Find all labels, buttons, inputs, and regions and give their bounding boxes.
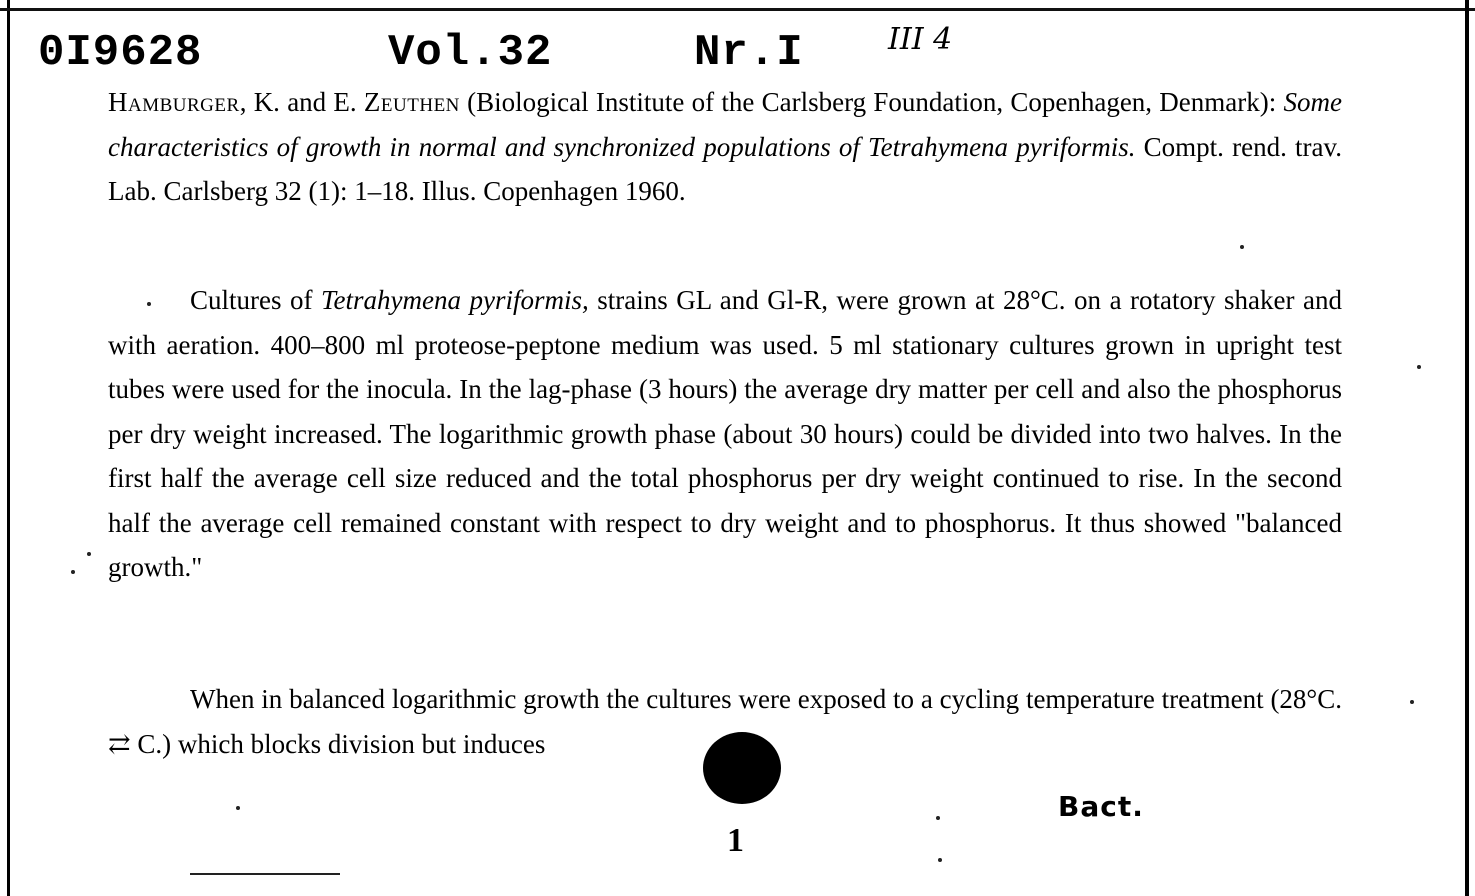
p1-body: strains GL and Gl-R, were grown at 28°C. on a rotatory shaker and with aeration. 400–800 ml proteose-peptone medium was used. 5 ml stationary cultures grown in upright test tubes were used for the inocula. In the lag-phase (3 hours) the average dry matter per cell and also the phosphorus per dry weight increased. The logarithmic growth phase (about 30 hours) could be divided into two halves. In the first half the average cell size reduced and the total phosphorus per dry weight continued to rise. In the second half the average cell remained constant with respect to dry weight and to phosphorus. It thus showed "balanced growth." [108, 285, 1342, 582]
ink-blot [703, 732, 781, 804]
volume-label: Vol.32 [388, 28, 553, 78]
p1-lead: Cultures of [190, 285, 322, 315]
affiliation: (Biological Institute of the Carlsberg Foundation, Copenhagen, Denmark): [459, 87, 1284, 117]
card-edge-top [0, 8, 1475, 11]
p2-after: C.) which blocks division but induces [130, 728, 546, 759]
card-edge-right [1465, 0, 1469, 896]
issue-label: Nr.I [694, 28, 804, 78]
p1-species: Tetrahymena pyriformis, [321, 285, 589, 315]
speck [1417, 365, 1421, 369]
accession-number: 0I9628 [38, 28, 203, 78]
speck [147, 302, 151, 306]
speck [938, 858, 942, 862]
author-2: Zeuthen [363, 87, 460, 117]
speck [1240, 245, 1244, 249]
bottom-rule [190, 873, 340, 875]
speck [87, 552, 91, 556]
speck [71, 570, 75, 574]
author-1: Hamburger [108, 87, 240, 117]
abstract-paragraph-1 [108, 278, 1342, 590]
page-number: 1 [727, 822, 744, 859]
department-stamp: Bact. [1058, 790, 1144, 823]
author-1-rest: , K. and E. [239, 87, 364, 117]
equilibrium-arrows: ⇄ [108, 728, 131, 759]
speck [1410, 700, 1414, 704]
citation [108, 80, 1342, 214]
source: Compt. rend. trav. Lab. Carlsberg 32 (1): 1–18. Illus. Copenhagen 1960. [108, 131, 1342, 206]
p2-before: When in balanced logarithmic growth the cultures were exposed to a cycling temperature treatment (28°C. [190, 684, 1342, 714]
article-title: Some characteristics of growth in normal and synchronized populations of Tetrahymena pyriformis. [108, 87, 1342, 162]
speck [236, 806, 240, 810]
speck [936, 816, 940, 820]
card-edge-left [7, 0, 10, 896]
handwritten-note: III 4 [888, 22, 953, 57]
